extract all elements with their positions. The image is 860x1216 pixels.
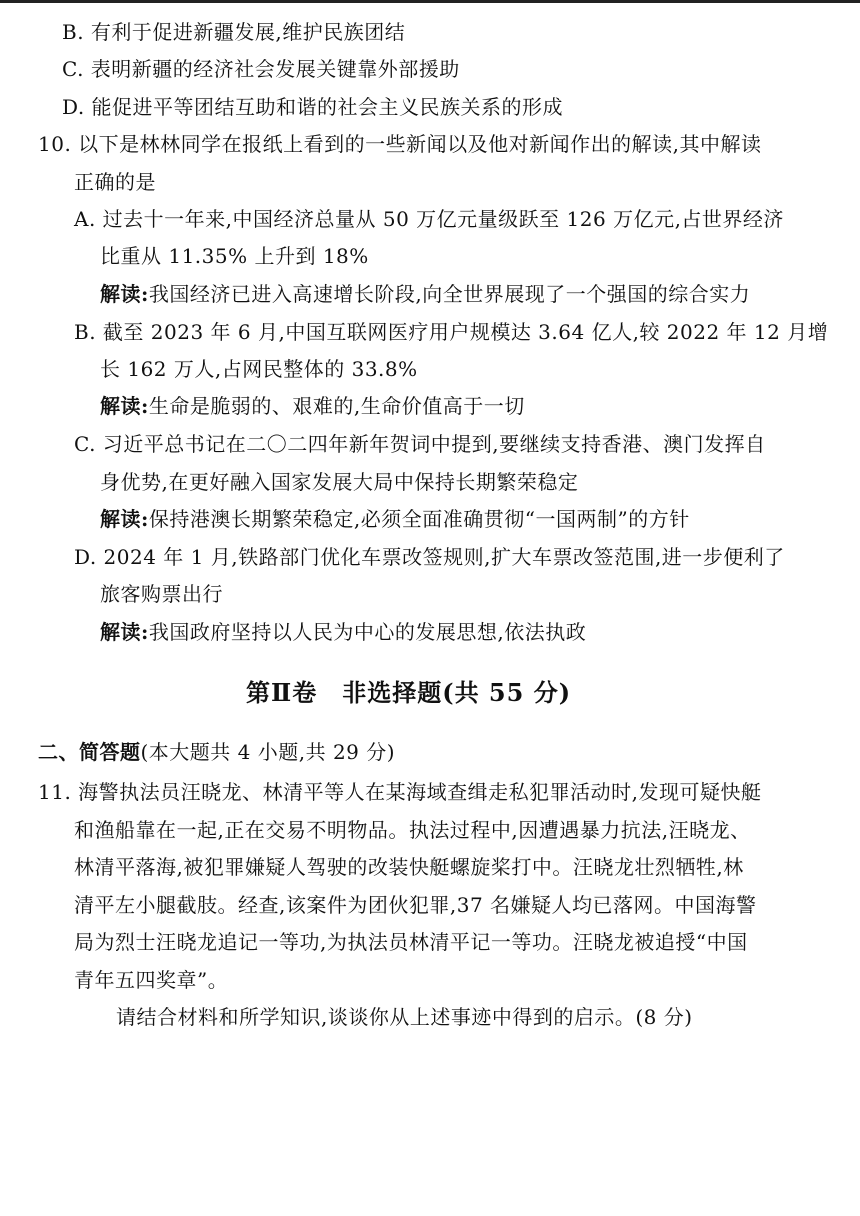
q9-option-d: D. 能促进平等团结互助和谐的社会主义民族关系的形成 bbox=[62, 95, 564, 119]
q10-option-c-line-2: 身优势,在更好融入国家发展大局中保持长期繁荣稳定 bbox=[100, 470, 579, 494]
q10-option-b-line-2: 长 162 万人,占网民整体的 33.8% bbox=[100, 357, 418, 381]
q10-option-a-line-2: 比重从 11.35% 上升到 18% bbox=[100, 244, 369, 268]
q10-option-b-interpretation bbox=[100, 392, 525, 420]
interpretation-text: 我国经济已进入高速增长阶段,向全世界展现了一个强国的综合实力 bbox=[148, 282, 751, 306]
section-title: 第Ⅱ卷 非选择题(共 55 分) bbox=[246, 678, 572, 707]
q11-line-3: 林清平落海,被犯罪嫌疑人驾驶的改装快艇螺旋桨打中。汪晓龙壮烈牺牲,林 bbox=[74, 855, 744, 879]
interpretation-label: 解读: bbox=[100, 507, 149, 531]
q11-line-4: 清平左小腿截肢。经查,该案件为团伙犯罪,37 名嫌疑人均已落网。中国海警 bbox=[74, 893, 757, 917]
part-2-heading-note: (本大题共 4 小题,共 29 分) bbox=[140, 740, 396, 764]
q10-option-d-line-1: D. 2024 年 1 月,铁路部门优化车票改签规则,扩大车票改签范围,进一步便利了 bbox=[74, 545, 785, 569]
q9-option-b: B. 有利于促进新疆发展,维护民族团结 bbox=[62, 20, 406, 44]
q10-option-b-line-1: B. 截至 2023 年 6 月,中国互联网医疗用户规模达 3.64 亿人,较 2022 年 12 月增 bbox=[74, 320, 829, 344]
q11-line-5: 局为烈士汪晓龙追记一等功,为执法员林清平记一等功。汪晓龙被追授“中国 bbox=[74, 930, 748, 954]
q10-option-d-line-2: 旅客购票出行 bbox=[100, 582, 223, 606]
interpretation-text: 我国政府坚持以人民为中心的发展思想,依法执政 bbox=[148, 620, 587, 644]
q10-option-a-interpretation bbox=[100, 280, 750, 308]
q10-stem-line-1: 10. 以下是林林同学在报纸上看到的一些新闻以及他对新闻作出的解读,其中解读 bbox=[38, 132, 762, 156]
interpretation-text: 保持港澳长期繁荣稳定,必须全面准确贯彻“一国两制”的方针 bbox=[148, 507, 690, 531]
interpretation-label: 解读: bbox=[100, 282, 149, 306]
q10-option-d-interpretation bbox=[100, 618, 586, 646]
part-2-heading-label: 二、简答题 bbox=[38, 740, 141, 764]
q11-line-6: 青年五四奖章”。 bbox=[74, 968, 229, 992]
q9-option-c: C. 表明新疆的经济社会发展关键靠外部援助 bbox=[62, 57, 460, 81]
q11-line-2: 和渔船靠在一起,正在交易不明物品。执法过程中,因遭遇暴力抗法,汪晓龙、 bbox=[74, 818, 751, 842]
interpretation-text: 生命是脆弱的、艰难的,生命价值高于一切 bbox=[148, 394, 525, 418]
top-rule bbox=[0, 0, 860, 3]
q10-option-c-interpretation bbox=[100, 505, 690, 533]
interpretation-label: 解读: bbox=[100, 394, 149, 418]
interpretation-label: 解读: bbox=[100, 620, 149, 644]
q10-stem-line-2: 正确的是 bbox=[74, 170, 156, 194]
q11-line-1: 11. 海警执法员汪晓龙、林清平等人在某海域查缉走私犯罪活动时,发现可疑快艇 bbox=[38, 780, 762, 804]
q11-prompt: 请结合材料和所学知识,谈谈你从上述事迹中得到的启示。(8 分) bbox=[116, 1005, 693, 1029]
part-2-heading bbox=[38, 738, 395, 766]
q10-option-c-line-1: C. 习近平总书记在二〇二四年新年贺词中提到,要继续支持香港、澳门发挥自 bbox=[74, 432, 766, 456]
q10-option-a-line-1: A. 过去十一年来,中国经济总量从 50 万亿元量级跃至 126 万亿元,占世界经济 bbox=[74, 207, 784, 231]
